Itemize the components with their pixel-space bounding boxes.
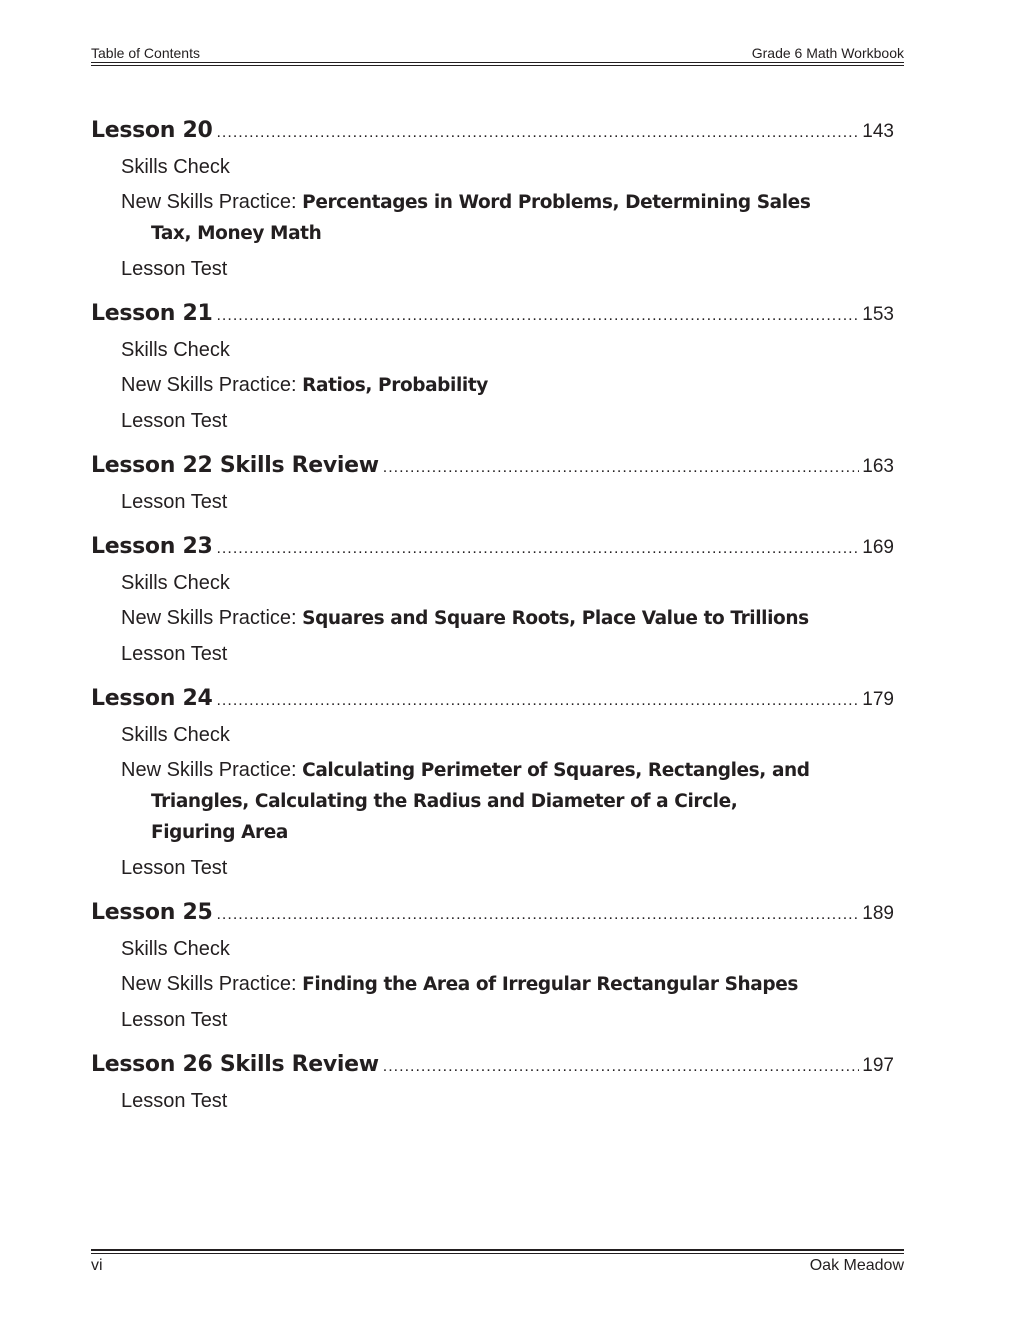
lesson-spacer [91, 439, 894, 453]
toc-subitem [121, 333, 894, 368]
subitem-label: Skills Check [121, 339, 230, 361]
lesson-page-number: 189 [862, 903, 894, 924]
toc-subitem [121, 1084, 894, 1119]
header-rule-top [91, 62, 904, 63]
dot-leader [383, 1058, 860, 1076]
toc-subitem [121, 485, 894, 520]
lesson-spacer [91, 520, 894, 534]
subitem-label: Skills Check [121, 724, 230, 746]
toc-subitem [121, 566, 894, 601]
subitem-label: Lesson Test [121, 491, 228, 513]
toc-subitem [121, 932, 894, 967]
lesson-spacer [91, 1038, 894, 1052]
toc-lesson-heading[interactable] [91, 453, 894, 485]
subitem-label: Skills Check [121, 938, 230, 960]
dot-leader [216, 692, 859, 710]
toc-lesson-heading[interactable] [91, 534, 894, 566]
toc-lesson-entry [91, 900, 894, 1038]
dot-leader [216, 124, 859, 142]
lesson-title: Lesson 26 Skills Review [91, 1052, 379, 1077]
practice-topics: Finding the Area of Irregular Rectangular Shapes [302, 974, 798, 995]
publisher-name: Oak Meadow [809, 1257, 904, 1274]
lesson-title: Lesson 24 [91, 686, 213, 711]
lesson-page-number: 163 [862, 456, 894, 477]
toc-subitem [121, 637, 894, 672]
toc-lesson-entry [91, 686, 894, 886]
toc-subitem [121, 718, 894, 753]
lesson-title: Lesson 22 Skills Review [91, 453, 379, 478]
dot-leader [216, 906, 859, 924]
toc-lesson-heading[interactable] [91, 686, 894, 718]
subitem-label: Lesson Test [121, 1090, 228, 1112]
toc-subitem [121, 404, 894, 439]
toc-lesson-heading[interactable] [91, 118, 894, 150]
footer-rule-bottom [91, 1253, 904, 1254]
running-footer [91, 1256, 904, 1276]
lesson-title: Lesson 25 [91, 900, 213, 925]
new-skills-practice-item [121, 753, 811, 851]
practice-topics: Squares and Square Roots, Place Value to Trillions [302, 608, 809, 629]
toc-lesson-entry [91, 301, 894, 439]
new-skills-practice-item [121, 368, 811, 404]
toc-lesson-heading[interactable] [91, 1052, 894, 1084]
header-section-title: Table of Contents [91, 45, 200, 61]
toc-subitem [121, 1003, 894, 1038]
table-of-contents [91, 118, 894, 1119]
page-number: vi [91, 1257, 103, 1274]
new-skills-practice-item [121, 967, 811, 1003]
lesson-spacer [91, 672, 894, 686]
lesson-page-number: 169 [862, 537, 894, 558]
subitem-label: New Skills Practice: [121, 374, 303, 396]
subitem-label: New Skills Practice: [121, 973, 303, 995]
toc-lesson-heading[interactable] [91, 900, 894, 932]
new-skills-practice-item [121, 601, 811, 637]
practice-topics: Calculating Perimeter of Squares, Rectangles, and Triangles, Calculating the Radius and Diameter of a Circle, Figuring Area [151, 760, 810, 843]
subitem-label: Lesson Test [121, 857, 228, 879]
toc-subitem [121, 851, 894, 886]
toc-lesson-entry [91, 453, 894, 520]
lesson-title: Lesson 20 [91, 118, 213, 143]
header-rule-bottom [91, 65, 904, 66]
footer-rule-top [91, 1249, 904, 1251]
subitem-label: Skills Check [121, 572, 230, 594]
lesson-title: Lesson 21 [91, 301, 213, 326]
subitem-label: New Skills Practice: [121, 759, 303, 781]
toc-lesson-entry [91, 534, 894, 672]
dot-leader [216, 307, 859, 325]
subitem-label: Skills Check [121, 156, 230, 178]
toc-lesson-entry [91, 1052, 894, 1119]
lesson-spacer [91, 886, 894, 900]
dot-leader [216, 540, 859, 558]
lesson-page-number: 197 [862, 1055, 894, 1076]
practice-topics: Percentages in Word Problems, Determining Sales Tax, Money Math [151, 192, 811, 244]
toc-lesson-entry [91, 118, 894, 287]
subitem-label: Lesson Test [121, 258, 228, 280]
running-header [91, 44, 904, 62]
subitem-label: Lesson Test [121, 410, 228, 432]
toc-subitem [121, 252, 894, 287]
lesson-page-number: 143 [862, 121, 894, 142]
toc-subitem [121, 150, 894, 185]
new-skills-practice-item [121, 185, 811, 252]
header-book-title: Grade 6 Math Workbook [751, 45, 904, 61]
subitem-label: New Skills Practice: [121, 607, 303, 629]
lesson-page-number: 153 [862, 304, 894, 325]
lesson-title: Lesson 23 [91, 534, 213, 559]
subitem-label: New Skills Practice: [121, 191, 303, 213]
subitem-label: Lesson Test [121, 643, 228, 665]
practice-topics: Ratios, Probability [302, 375, 488, 396]
toc-lesson-heading[interactable] [91, 301, 894, 333]
lesson-page-number: 179 [862, 689, 894, 710]
subitem-label: Lesson Test [121, 1009, 228, 1031]
lesson-spacer [91, 287, 894, 301]
dot-leader [383, 459, 860, 477]
